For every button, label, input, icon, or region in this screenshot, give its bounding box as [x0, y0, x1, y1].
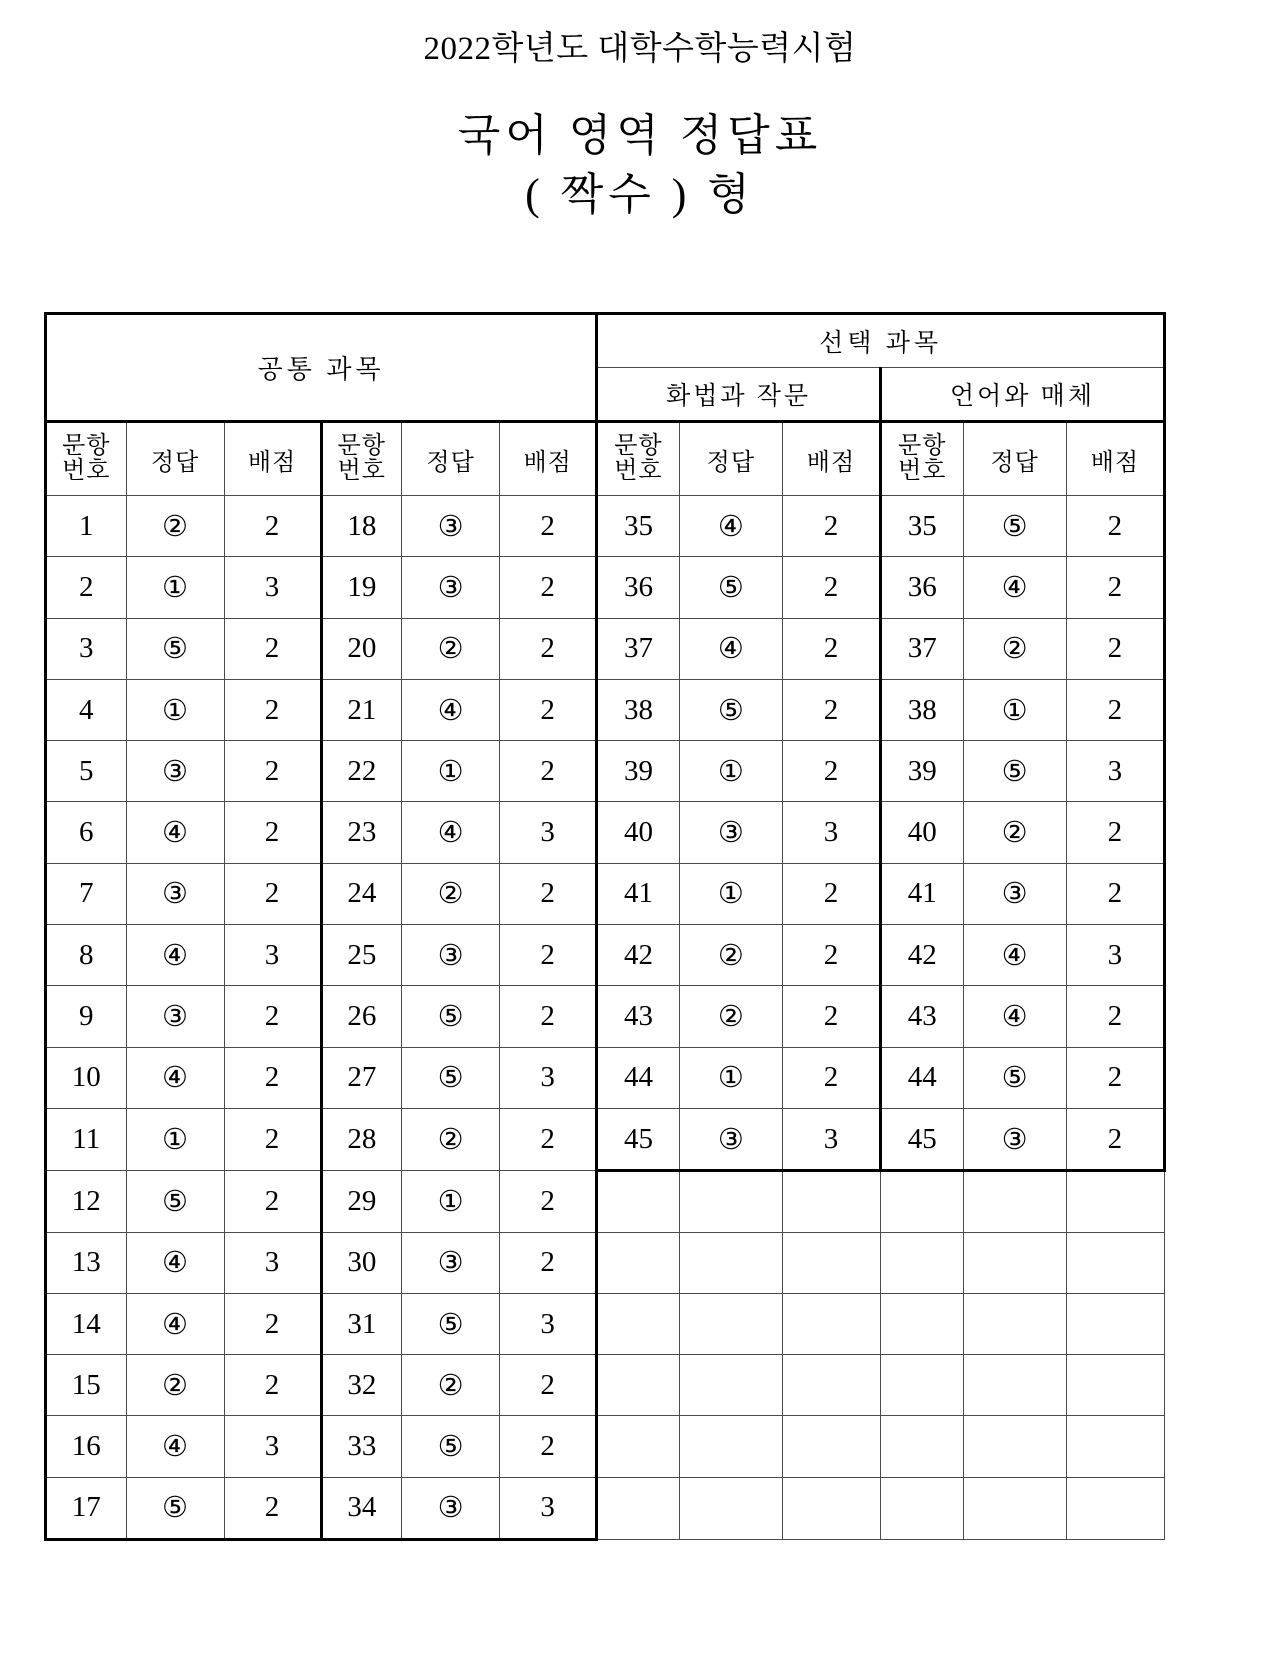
answer-cell: ② [963, 618, 1066, 679]
points-cell: 2 [782, 986, 880, 1047]
question-number-cell: 37 [597, 618, 680, 679]
points-cell: 2 [224, 618, 321, 679]
empty-cell [1066, 1171, 1164, 1232]
answer-cell: ④ [963, 557, 1066, 618]
subject-title-language-media: 언어와 매체 [880, 368, 1164, 422]
answer-cell: ③ [679, 1108, 782, 1170]
empty-cell [880, 1293, 963, 1354]
empty-cell [597, 1355, 680, 1416]
empty-cell [782, 1477, 880, 1539]
empty-cell [963, 1355, 1066, 1416]
answer-cell: ② [963, 802, 1066, 863]
answer-cell: ③ [963, 863, 1066, 924]
answer-cell: ② [402, 1108, 500, 1170]
question-number-cell: 42 [880, 925, 963, 986]
points-cell: 2 [500, 925, 597, 986]
empty-cell [880, 1477, 963, 1539]
empty-cell [1066, 1416, 1164, 1477]
question-number-cell: 13 [46, 1232, 127, 1293]
question-number-cell: 22 [321, 741, 402, 802]
answer-cell: ② [126, 496, 224, 557]
answer-cell: ⑤ [963, 496, 1066, 557]
table-row [46, 618, 1165, 679]
column-header-question-number: 문항 번호 [46, 422, 127, 496]
table-row [46, 1477, 1165, 1539]
answer-cell: ③ [402, 1232, 500, 1293]
empty-cell [1066, 1293, 1164, 1354]
question-number-cell: 45 [597, 1108, 680, 1170]
question-number-cell: 16 [46, 1416, 127, 1477]
points-cell: 2 [224, 863, 321, 924]
table-row [46, 1171, 1165, 1232]
question-number-cell: 35 [880, 496, 963, 557]
table-row [46, 496, 1165, 557]
empty-cell [963, 1416, 1066, 1477]
question-number-cell: 2 [46, 557, 127, 618]
answer-cell: ③ [126, 741, 224, 802]
question-number-cell: 12 [46, 1171, 127, 1232]
answer-key-table [44, 312, 1166, 1541]
page-subtitle-form-type: ( 짝수 ) 형 [525, 169, 755, 219]
question-number-cell: 36 [597, 557, 680, 618]
question-number-cell: 35 [597, 496, 680, 557]
column-header-answer: 정답 [126, 422, 224, 496]
answer-table-container [44, 312, 1166, 1541]
points-cell: 3 [224, 1416, 321, 1477]
empty-cell [597, 1293, 680, 1354]
question-number-cell: 36 [880, 557, 963, 618]
answer-cell: ⑤ [402, 986, 500, 1047]
question-number-cell: 43 [880, 986, 963, 1047]
question-number-cell: 32 [321, 1355, 402, 1416]
question-number-cell: 9 [46, 986, 127, 1047]
question-number-cell: 39 [880, 741, 963, 802]
table-row [46, 741, 1165, 802]
points-cell: 3 [1066, 741, 1164, 802]
points-cell: 2 [782, 863, 880, 924]
group-title-common: 공통 과목 [46, 314, 597, 422]
column-header-answer: 정답 [402, 422, 500, 496]
points-cell: 2 [500, 1108, 597, 1170]
table-row [46, 1047, 1165, 1108]
answer-cell: ⑤ [402, 1416, 500, 1477]
answer-cell: ③ [679, 802, 782, 863]
empty-cell [1066, 1355, 1164, 1416]
points-cell: 2 [224, 741, 321, 802]
answer-cell: ⑤ [963, 741, 1066, 802]
empty-cell [963, 1477, 1066, 1539]
empty-cell [597, 1171, 680, 1232]
answer-cell: ④ [679, 618, 782, 679]
points-cell: 2 [1066, 557, 1164, 618]
empty-cell [880, 1232, 963, 1293]
question-number-cell: 17 [46, 1477, 127, 1539]
table-row [46, 557, 1165, 618]
empty-cell [782, 1293, 880, 1354]
points-cell: 3 [224, 1232, 321, 1293]
points-cell: 2 [224, 986, 321, 1047]
question-number-cell: 39 [597, 741, 680, 802]
answer-cell: ② [679, 986, 782, 1047]
answer-cell: ④ [679, 496, 782, 557]
points-cell: 2 [224, 1171, 321, 1232]
answer-cell: ④ [126, 1416, 224, 1477]
points-cell: 2 [224, 679, 321, 740]
empty-cell [880, 1171, 963, 1232]
points-cell: 2 [782, 1047, 880, 1108]
points-cell: 2 [224, 802, 321, 863]
answer-cell: ② [679, 925, 782, 986]
question-number-cell: 31 [321, 1293, 402, 1354]
empty-cell [679, 1293, 782, 1354]
answer-table-body [46, 314, 1165, 1540]
points-cell: 3 [500, 1293, 597, 1354]
question-number-cell: 40 [880, 802, 963, 863]
empty-cell [597, 1416, 680, 1477]
empty-cell [679, 1416, 782, 1477]
answer-cell: ② [126, 1355, 224, 1416]
question-number-cell: 3 [46, 618, 127, 679]
points-cell: 2 [224, 1108, 321, 1170]
question-number-cell: 8 [46, 925, 127, 986]
question-number-cell: 20 [321, 618, 402, 679]
question-number-cell: 42 [597, 925, 680, 986]
points-cell: 3 [1066, 925, 1164, 986]
answer-cell: ⑤ [126, 1477, 224, 1539]
points-cell: 2 [500, 496, 597, 557]
answer-cell: ② [402, 618, 500, 679]
points-cell: 2 [782, 925, 880, 986]
answer-cell: ⑤ [126, 1171, 224, 1232]
points-cell: 2 [224, 496, 321, 557]
points-cell: 3 [500, 1477, 597, 1539]
empty-cell [782, 1355, 880, 1416]
points-cell: 3 [500, 802, 597, 863]
question-number-cell: 28 [321, 1108, 402, 1170]
question-number-cell: 19 [321, 557, 402, 618]
document-title-block [0, 0, 1280, 222]
points-cell: 2 [1066, 863, 1164, 924]
empty-cell [880, 1416, 963, 1477]
question-number-cell: 44 [880, 1047, 963, 1108]
table-row [46, 863, 1165, 924]
points-cell: 2 [782, 618, 880, 679]
table-row [46, 802, 1165, 863]
points-cell: 2 [500, 679, 597, 740]
empty-cell [679, 1232, 782, 1293]
points-cell: 2 [1066, 1108, 1164, 1170]
question-number-cell: 6 [46, 802, 127, 863]
question-number-cell: 45 [880, 1108, 963, 1170]
answer-cell: ① [679, 741, 782, 802]
table-row [46, 1293, 1165, 1354]
question-number-cell: 18 [321, 496, 402, 557]
question-number-cell: 14 [46, 1293, 127, 1354]
table-row [46, 986, 1165, 1047]
points-cell: 2 [1066, 496, 1164, 557]
question-number-cell: 25 [321, 925, 402, 986]
answer-cell: ① [679, 863, 782, 924]
page-title: 국어 영역 정답표 [457, 110, 823, 160]
question-number-cell: 27 [321, 1047, 402, 1108]
table-row [46, 1416, 1165, 1477]
answer-cell: ③ [402, 1477, 500, 1539]
points-cell: 3 [224, 557, 321, 618]
points-cell: 2 [1066, 679, 1164, 740]
question-number-cell: 1 [46, 496, 127, 557]
empty-cell [597, 1477, 680, 1539]
points-cell: 2 [500, 986, 597, 1047]
empty-cell [782, 1171, 880, 1232]
column-header-question-number: 문항 번호 [880, 422, 963, 496]
points-cell: 2 [500, 741, 597, 802]
points-cell: 2 [224, 1293, 321, 1354]
question-number-cell: 23 [321, 802, 402, 863]
empty-cell [963, 1232, 1066, 1293]
question-number-cell: 33 [321, 1416, 402, 1477]
subject-title-speech-composition: 화법과 작문 [597, 368, 881, 422]
points-cell: 2 [782, 557, 880, 618]
question-number-cell: 29 [321, 1171, 402, 1232]
group-header-row [46, 314, 1165, 368]
answer-cell: ④ [126, 802, 224, 863]
answer-cell: ④ [126, 1293, 224, 1354]
answer-cell: ① [402, 1171, 500, 1232]
empty-cell [963, 1171, 1066, 1232]
table-row [46, 1355, 1165, 1416]
column-header-answer: 정답 [679, 422, 782, 496]
answer-cell: ③ [963, 1108, 1066, 1170]
answer-cell: ④ [402, 679, 500, 740]
table-row [46, 1232, 1165, 1293]
question-number-cell: 43 [597, 986, 680, 1047]
points-cell: 2 [500, 863, 597, 924]
answer-cell: ⑤ [402, 1047, 500, 1108]
points-cell: 2 [500, 557, 597, 618]
question-number-cell: 38 [880, 679, 963, 740]
column-header-row [46, 422, 1165, 496]
points-cell: 2 [500, 1355, 597, 1416]
question-number-cell: 4 [46, 679, 127, 740]
answer-cell: ② [402, 863, 500, 924]
points-cell: 2 [500, 618, 597, 679]
table-row [46, 925, 1165, 986]
answer-cell: ④ [963, 925, 1066, 986]
empty-cell [679, 1477, 782, 1539]
answer-cell: ④ [402, 802, 500, 863]
empty-cell [963, 1293, 1066, 1354]
answer-cell: ⑤ [679, 679, 782, 740]
question-number-cell: 5 [46, 741, 127, 802]
answer-cell: ⑤ [126, 618, 224, 679]
points-cell: 2 [782, 679, 880, 740]
exam-year-line: 2022학년도 대학수학능력시험 [423, 31, 857, 67]
answer-cell: ① [126, 679, 224, 740]
answer-cell: ① [126, 1108, 224, 1170]
question-number-cell: 44 [597, 1047, 680, 1108]
question-number-cell: 40 [597, 802, 680, 863]
column-header-points: 배점 [500, 422, 597, 496]
question-number-cell: 41 [880, 863, 963, 924]
answer-cell: ① [402, 741, 500, 802]
column-header-question-number: 문항 번호 [321, 422, 402, 496]
answer-cell: ⑤ [402, 1293, 500, 1354]
points-cell: 2 [500, 1171, 597, 1232]
empty-cell [782, 1232, 880, 1293]
answer-cell: ③ [402, 557, 500, 618]
table-row [46, 1108, 1165, 1170]
points-cell: 3 [500, 1047, 597, 1108]
column-header-points: 배점 [224, 422, 321, 496]
points-cell: 2 [224, 1355, 321, 1416]
answer-cell: ⑤ [679, 557, 782, 618]
column-header-question-number: 문항 번호 [597, 422, 680, 496]
answer-cell: ④ [963, 986, 1066, 1047]
points-cell: 2 [1066, 802, 1164, 863]
answer-cell: ① [126, 557, 224, 618]
points-cell: 2 [782, 741, 880, 802]
question-number-cell: 24 [321, 863, 402, 924]
answer-cell: ④ [126, 1047, 224, 1108]
column-header-points: 배점 [1066, 422, 1164, 496]
empty-cell [1066, 1477, 1164, 1539]
question-number-cell: 38 [597, 679, 680, 740]
points-cell: 2 [1066, 986, 1164, 1047]
answer-cell: ① [679, 1047, 782, 1108]
question-number-cell: 37 [880, 618, 963, 679]
points-cell: 3 [782, 1108, 880, 1170]
question-number-cell: 34 [321, 1477, 402, 1539]
answer-cell: ⑤ [963, 1047, 1066, 1108]
question-number-cell: 30 [321, 1232, 402, 1293]
points-cell: 3 [782, 802, 880, 863]
group-title-elective: 선택 과목 [597, 314, 1165, 368]
empty-cell [1066, 1232, 1164, 1293]
answer-cell: ② [402, 1355, 500, 1416]
points-cell: 2 [500, 1232, 597, 1293]
empty-cell [679, 1171, 782, 1232]
empty-cell [880, 1355, 963, 1416]
answer-cell: ④ [126, 1232, 224, 1293]
answer-cell: ① [963, 679, 1066, 740]
answer-cell: ③ [126, 863, 224, 924]
column-header-answer: 정답 [963, 422, 1066, 496]
empty-cell [782, 1416, 880, 1477]
table-row [46, 679, 1165, 740]
points-cell: 2 [1066, 618, 1164, 679]
answer-cell: ③ [126, 986, 224, 1047]
question-number-cell: 26 [321, 986, 402, 1047]
points-cell: 2 [224, 1477, 321, 1539]
column-header-points: 배점 [782, 422, 880, 496]
question-number-cell: 41 [597, 863, 680, 924]
points-cell: 3 [224, 925, 321, 986]
answer-cell: ④ [126, 925, 224, 986]
empty-cell [597, 1232, 680, 1293]
question-number-cell: 10 [46, 1047, 127, 1108]
points-cell: 2 [224, 1047, 321, 1108]
question-number-cell: 21 [321, 679, 402, 740]
points-cell: 2 [500, 1416, 597, 1477]
points-cell: 2 [782, 496, 880, 557]
answer-cell: ③ [402, 496, 500, 557]
question-number-cell: 11 [46, 1108, 127, 1170]
question-number-cell: 7 [46, 863, 127, 924]
question-number-cell: 15 [46, 1355, 127, 1416]
points-cell: 2 [1066, 1047, 1164, 1108]
answer-cell: ③ [402, 925, 500, 986]
empty-cell [679, 1355, 782, 1416]
